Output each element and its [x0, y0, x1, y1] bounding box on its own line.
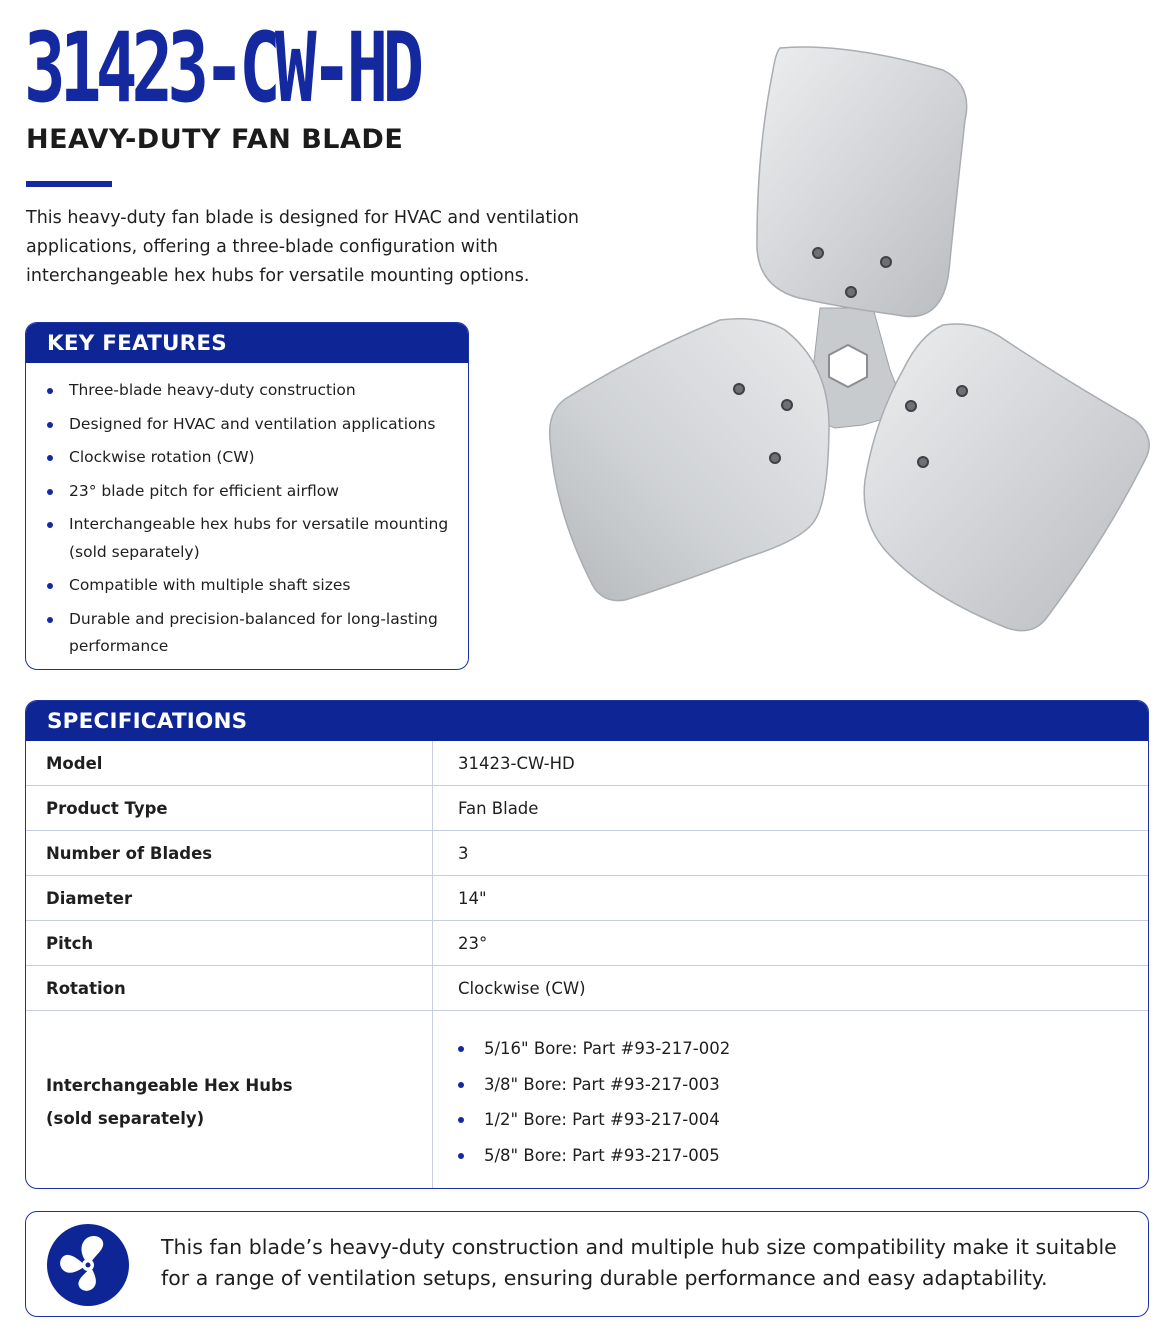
hub-part-item: 5/16" Bore: Part #93-217-002 — [458, 1031, 1128, 1067]
hub-part-item: 1/2" Bore: Part #93-217-004 — [458, 1102, 1128, 1138]
fan-blade-right — [864, 324, 1149, 631]
hubs-label-line1: Interchangeable Hex Hubs — [46, 1076, 293, 1095]
table-row — [26, 741, 1148, 786]
spec-label: Pitch — [26, 921, 433, 966]
summary-note — [25, 1211, 1149, 1317]
specifications-table — [26, 741, 1148, 1189]
fan-blade-top — [757, 47, 967, 317]
spec-label: Product Type — [26, 786, 433, 831]
hub-part-item: 3/8" Bore: Part #93-217-003 — [458, 1067, 1128, 1103]
spec-value: 14" — [433, 876, 1149, 921]
spec-label: Model — [26, 741, 433, 786]
hex-bore — [829, 345, 867, 387]
product-model-title: 31423-CW-HD — [24, 12, 419, 124]
spec-label: Rotation — [26, 966, 433, 1011]
fan-blade-illustration — [545, 40, 1155, 640]
spec-label: Number of Blades — [26, 831, 433, 876]
spec-label: Diameter — [26, 876, 433, 921]
specifications-panel — [25, 700, 1149, 1189]
specifications-heading: SPECIFICATIONS — [26, 701, 1148, 741]
title-underline — [26, 181, 112, 187]
summary-note-text: This fan blade’s heavy-duty construction and multiple hub size compatibility make it suitable for a range of ventilation setups, ensuring durable performance and easy adaptability. — [161, 1235, 1117, 1290]
feature-item: Designed for HVAC and ventilation applications — [47, 411, 450, 439]
table-row — [26, 1011, 1148, 1190]
spec-label-hubs — [26, 1011, 433, 1190]
key-features-list — [26, 363, 468, 661]
product-intro: This heavy-duty fan blade is designed for HVAC and ventilation applications, offering a three-blade configuration with interchangeable hex hubs for versatile mounting options. — [26, 208, 579, 286]
hubs-label-line2: (sold separately) — [46, 1109, 205, 1128]
spec-value: 31423-CW-HD — [433, 741, 1149, 786]
spec-value: Fan Blade — [433, 786, 1149, 831]
hub-part-item: 5/8" Bore: Part #93-217-005 — [458, 1138, 1128, 1174]
table-row — [26, 831, 1148, 876]
key-features-heading: KEY FEATURES — [26, 323, 468, 363]
table-row — [26, 786, 1148, 831]
spec-value: 23° — [433, 921, 1149, 966]
feature-item: 23° blade pitch for efficient airflow — [47, 478, 450, 506]
table-row — [26, 966, 1148, 1011]
key-features-panel — [25, 322, 469, 670]
spec-value: Clockwise (CW) — [433, 966, 1149, 1011]
table-row — [26, 876, 1148, 921]
hubs-list — [458, 1031, 1128, 1173]
fan-icon — [47, 1224, 129, 1306]
feature-item: Interchangeable hex hubs for versatile mounting (sold separately) — [47, 511, 450, 566]
table-row — [26, 921, 1148, 966]
feature-item: Durable and precision-balanced for long-lasting performance — [47, 606, 450, 661]
fan-blade-left — [550, 319, 829, 601]
spec-value: 3 — [433, 831, 1149, 876]
product-subtitle: HEAVY-DUTY FAN BLADE — [26, 124, 404, 155]
feature-item: Compatible with multiple shaft sizes — [47, 572, 450, 600]
feature-item: Clockwise rotation (CW) — [47, 444, 450, 472]
spec-value-hubs — [433, 1011, 1149, 1190]
feature-item: Three-blade heavy-duty construction — [47, 377, 450, 405]
